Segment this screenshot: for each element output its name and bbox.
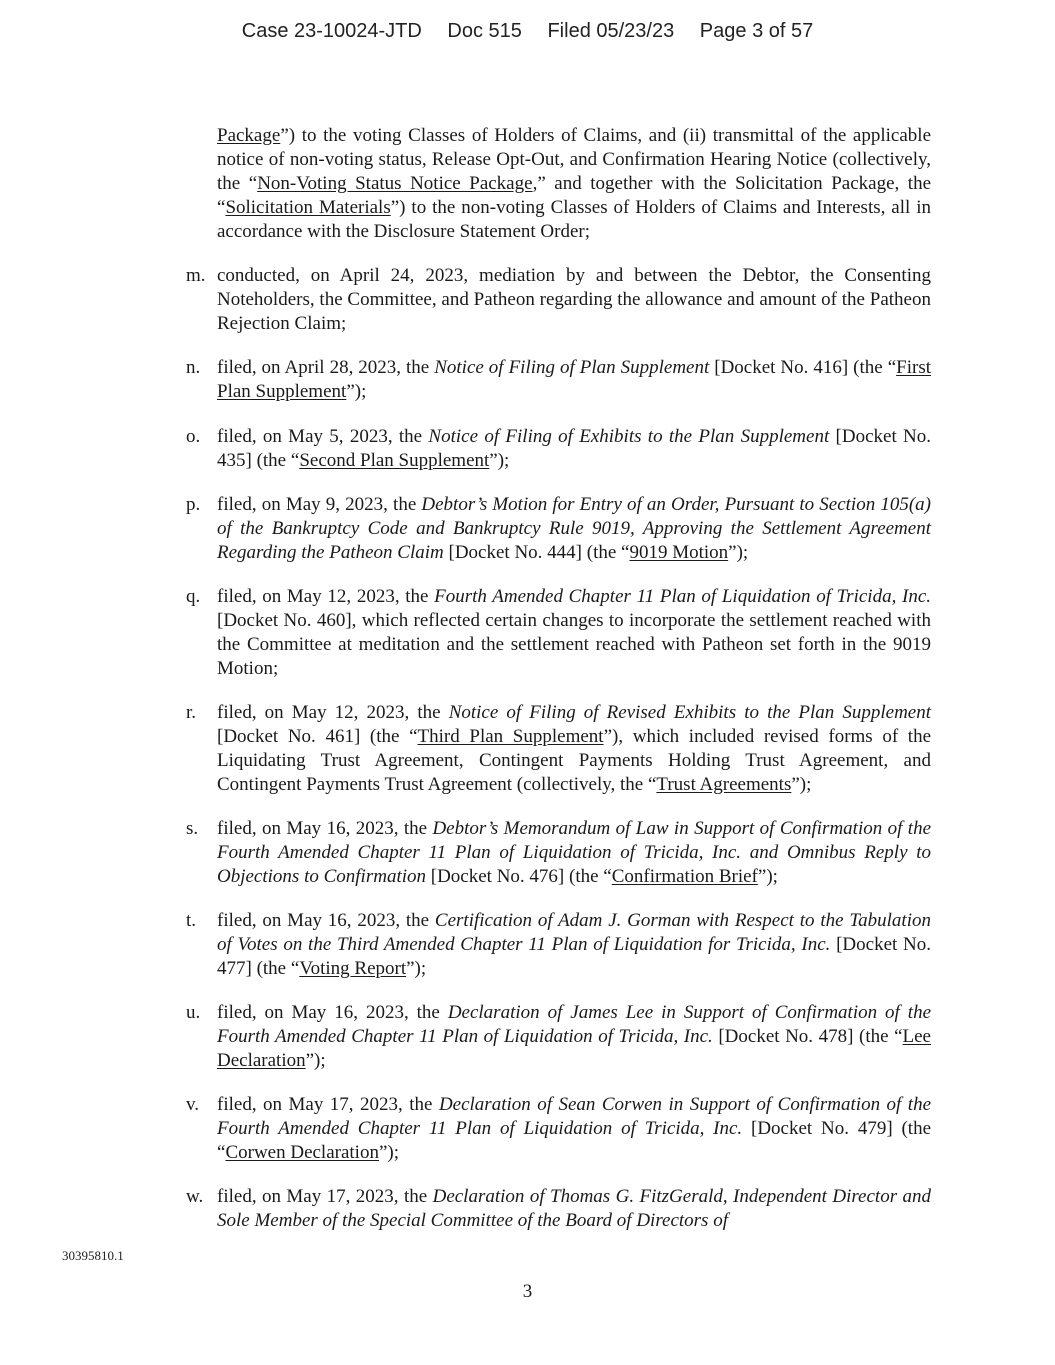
- defined-term: 9019 Motion: [629, 542, 729, 563]
- item-text: filed, on May 9, 2023, the Debtor’s Motion for Entry of an Order, Pursuant to Section 105(a) of the Bankruptcy Code and Bankruptcy Rule 9019, Approving the Settlement Agreement Regarding the Patheon Claim [Docket No. 444] (the “9019 Motion”);: [217, 494, 931, 563]
- document-title: Debtor’s Motion for Entry of an Order, Pursuant to Section 105(a) of the Bankruptcy Code and Bankruptcy Rule 9019, Approving the Settlement Agreement Regarding the Patheon Claim: [217, 494, 931, 563]
- filed-date: Filed 05/23/23: [547, 20, 675, 42]
- document-id: 30395810.1: [62, 1248, 124, 1263]
- item-label: u.: [186, 1002, 201, 1023]
- list-item-t: [186, 909, 931, 981]
- item-text: filed, on May 16, 2023, the Certification of Adam J. Gorman with Respect to the Tabulation of Votes on the Third Amended Chapter 11 Plan of Liquidation for Tricida, Inc. [Docket No. 477] (the “Voting Report”);: [217, 910, 931, 979]
- item-label: s.: [186, 818, 199, 839]
- item-label: w.: [186, 1186, 204, 1207]
- list-item-v: [186, 1093, 931, 1165]
- defined-term: Confirmation Brief: [611, 866, 758, 887]
- list-item-q: [186, 585, 931, 681]
- document-title: Declaration of Thomas G. FitzGerald, Independent Director and Sole Member of the Special Committee of the Board of Directors of: [217, 1186, 931, 1231]
- item-label: t.: [186, 910, 197, 931]
- item-text: filed, on May 12, 2023, the Fourth Amended Chapter 11 Plan of Liquidation of Tricida, Inc. [Docket No. 460], which reflected certain changes to incorporate the settlement reached with the Committee at meditation and the settlement reached with Patheon set forth in the 9019 Motion;: [217, 586, 931, 679]
- defined-term: First Plan Supplement: [217, 357, 931, 402]
- page-number: 3: [522, 1281, 533, 1302]
- page-of-total: Page 3 of 57: [699, 20, 814, 42]
- defined-term: Package: [217, 125, 281, 146]
- list-item-w: [186, 1185, 931, 1233]
- item-label: n.: [186, 357, 201, 378]
- case-number: Case 23-10024-JTD: [241, 20, 422, 42]
- defined-term: Trust Agreements: [656, 774, 792, 795]
- item-label: q.: [186, 586, 201, 607]
- document-title: Declaration of Sean Corwen in Support of Confirmation of the Fourth Amended Chapter 11 Plan of Liquidation of Tricida, Inc.: [217, 1094, 932, 1139]
- list-item-n: [186, 356, 931, 404]
- item-label: o.: [186, 426, 201, 447]
- document-title: Notice of Filing of Plan Supplement: [434, 357, 710, 378]
- list-item-s: [186, 817, 931, 889]
- item-label: v.: [186, 1094, 200, 1115]
- defined-term: Third Plan Supplement: [417, 726, 604, 747]
- document-title: Notice of Filing of Revised Exhibits to the Plan Supplement: [448, 702, 932, 723]
- defined-term: Lee Declaration: [217, 1026, 931, 1071]
- item-text: filed, on May 16, 2023, the Debtor’s Memorandum of Law in Support of Confirmation of the Fourth Amended Chapter 11 Plan of Liquidation of Tricida, Inc. and Omnibus Reply to Objections to Confirmation [Docket No. 476] (the “Confirmation Brief”);: [217, 818, 932, 887]
- list-item-p: [186, 493, 931, 565]
- item-label: p.: [186, 494, 201, 515]
- list-item-u: [186, 1001, 931, 1073]
- defined-term: Second Plan Supplement: [299, 450, 490, 471]
- defined-term: Solicitation Materials: [225, 197, 391, 218]
- defined-term: Non-Voting Status Notice Package: [257, 173, 533, 194]
- item-text: filed, on May 16, 2023, the Declaration of James Lee in Support of Confirmation of the Fourth Amended Chapter 11 Plan of Liquidation of Tricida, Inc. [Docket No. 478] (the “Lee Declaration”);: [217, 1002, 931, 1071]
- document-title: Fourth Amended Chapter 11 Plan of Liquidation of Tricida, Inc.: [434, 586, 931, 607]
- document-title: Declaration of James Lee in Support of Confirmation of the Fourth Amended Chapter 11 Plan of Liquidation of Tricida, Inc.: [217, 1002, 931, 1047]
- item-label: r.: [186, 702, 197, 723]
- court-filing-header: [0, 20, 1055, 43]
- list-item-m: [186, 264, 931, 336]
- document-title: Debtor’s Memorandum of Law in Support of Confirmation of the Fourth Amended Chapter 11 Plan of Liquidation of Tricida, Inc. and Omnibus Reply to Objections to Confirmation: [217, 818, 932, 887]
- document-title: Certification of Adam J. Gorman with Respect to the Tabulation of Votes on the Third Amended Chapter 11 Plan of Liquidation for Tricida, Inc.: [217, 910, 931, 955]
- item-text: conducted, on April 24, 2023, mediation by and between the Debtor, the Consenting Noteholders, the Committee, and Patheon regarding the allowance and amount of the Patheon Rejection Claim;: [217, 265, 931, 334]
- document-title: Notice of Filing of Exhibits to the Plan Supplement: [428, 426, 830, 447]
- defined-term: Corwen Declaration: [225, 1142, 379, 1163]
- item-text: filed, on May 17, 2023, the Declaration of Thomas G. FitzGerald, Independent Director and Sole Member of the Special Committee of the Board of Directors of: [217, 1186, 931, 1231]
- list-item-r: [186, 701, 931, 797]
- list-item-o: [186, 425, 931, 473]
- item-text: filed, on May 5, 2023, the Notice of Filing of Exhibits to the Plan Supplement [Docket No. 435] (the “Second Plan Supplement”);: [217, 426, 932, 471]
- doc-number: Doc 515: [447, 20, 522, 42]
- item-text: filed, on May 12, 2023, the Notice of Filing of Revised Exhibits to the Plan Supplement [Docket No. 461] (the “Third Plan Supplement”), which included revised forms of the Liquidating Trust Agreement, Contingent Payments Holding Trust Agreement, and Contingent Payments Trust Agreement (collectively, the “Trust Agreements”);: [217, 702, 932, 795]
- item-label: m.: [186, 265, 206, 286]
- defined-term: Voting Report: [299, 958, 407, 979]
- item-text: filed, on May 17, 2023, the Declaration of Sean Corwen in Support of Confirmation of the Fourth Amended Chapter 11 Plan of Liquidation of Tricida, Inc. [Docket No. 479] (the “Corwen Declaration”);: [217, 1094, 932, 1163]
- intro-paragraph: Package”) to the voting Classes of Holders of Claims, and (ii) transmittal of the applicable notice of non-voting status, Release Opt-Out, and Confirmation Hearing Notice (collectively, the “Non-Voting Status Notice Package,” and together with the Solicitation Package, the “Solicitation Materials”) to the non-voting Classes of Holders of Claims and Interests, all in accordance with the Disclosure Statement Order;: [217, 125, 931, 242]
- item-text: filed, on April 28, 2023, the Notice of Filing of Plan Supplement [Docket No. 416] (the “First Plan Supplement”);: [217, 357, 931, 402]
